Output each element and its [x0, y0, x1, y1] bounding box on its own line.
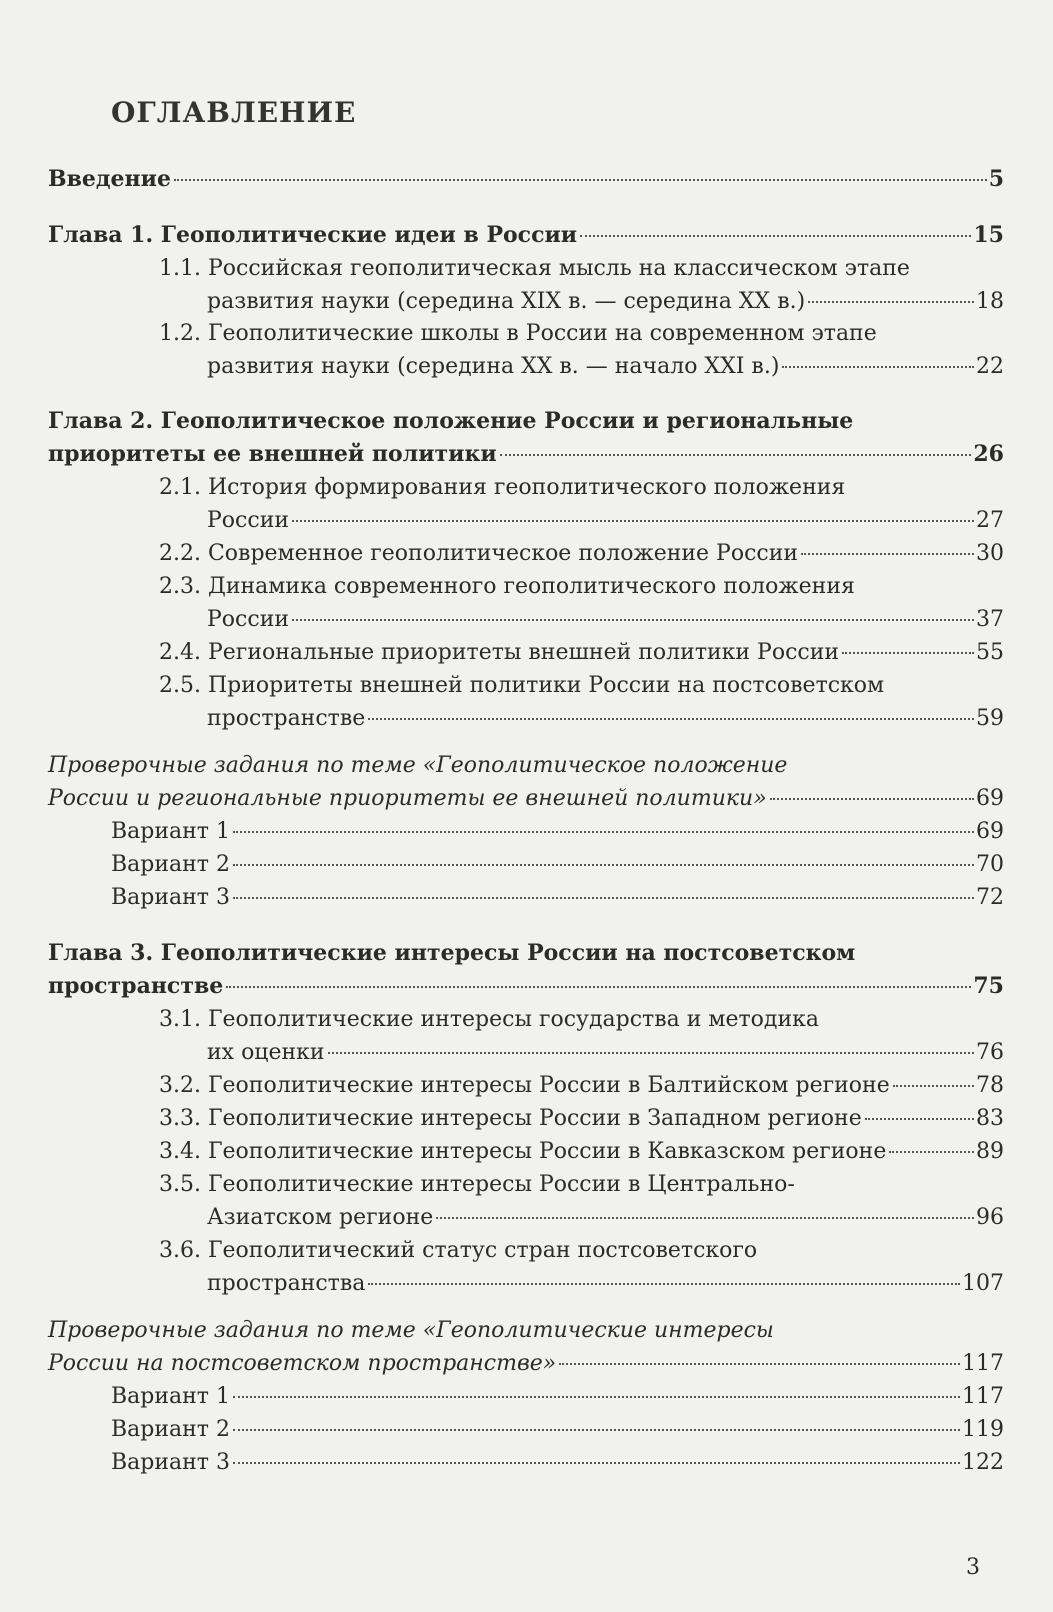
toc-page-number: 22	[976, 354, 1004, 379]
toc-entry	[48, 471, 1004, 537]
toc-entry	[48, 1314, 1004, 1380]
toc-entry	[48, 669, 1004, 735]
toc-page-number: 107	[962, 1271, 1004, 1296]
toc-page-number: 70	[976, 852, 1004, 877]
toc-entry	[48, 537, 1004, 570]
toc-page-number: 18	[976, 289, 1004, 314]
toc-page-number: 117	[962, 1384, 1004, 1409]
toc-entry	[48, 1413, 1004, 1446]
toc-entry-text-cont: России и региональные приоритеты ее внешней политики»	[48, 786, 767, 811]
toc-entry	[48, 937, 1004, 1003]
toc-entry	[48, 1003, 1004, 1069]
toc-entry	[48, 1135, 1004, 1168]
toc-entry	[48, 1446, 1004, 1479]
toc-entry	[48, 163, 1004, 196]
toc-entry	[48, 1069, 1004, 1102]
toc-page-number: 78	[976, 1073, 1004, 1098]
toc-page-number: 69	[976, 786, 1004, 811]
toc-entry	[48, 815, 1004, 848]
toc-page-number: 76	[976, 1040, 1004, 1065]
toc-entry-text-cont: пространстве	[48, 973, 224, 999]
toc-entry-text: 3.4. Геополитические интересы России в Кавказском регионе	[159, 1139, 887, 1164]
toc-page-number: 75	[973, 973, 1004, 999]
toc-entry	[48, 636, 1004, 669]
page-number: 3	[966, 1555, 980, 1580]
toc-entry-text-cont: развития науки (середина XIX в. — середина XX в.)	[207, 289, 806, 314]
toc-entry-text: 1.1. Российская геополитическая мысль на классическом этапе	[159, 256, 910, 281]
toc-entry-text: Введение	[48, 166, 171, 192]
toc-page-number: 27	[976, 508, 1004, 533]
toc-entry-text-cont: их оценки	[207, 1040, 325, 1065]
toc-entry-text-cont: России	[207, 607, 290, 632]
toc-entry	[48, 1234, 1004, 1300]
toc-page-number: 117	[962, 1351, 1004, 1376]
toc-entry	[48, 1380, 1004, 1413]
toc-page-number: 96	[976, 1205, 1004, 1230]
toc-entry-text: Глава 2. Геополитическое положение России и региональные	[48, 408, 854, 434]
toc-page-number: 89	[976, 1139, 1004, 1164]
toc-page-number: 37	[976, 607, 1004, 632]
toc-entry	[48, 317, 1004, 383]
toc-entry-text: 3.5. Геополитические интересы России в Центрально-	[159, 1172, 795, 1197]
toc-page-number: 5	[988, 166, 1004, 192]
toc-entry	[48, 570, 1004, 636]
toc-entry-text: Проверочные задания по теме «Геополитическое положение	[48, 753, 788, 778]
toc-page-number: 72	[976, 885, 1004, 910]
toc-entry-text: Вариант 3	[111, 885, 230, 910]
toc-entry	[48, 405, 1004, 471]
toc-entry-text: Глава 1. Геополитические идеи в России	[48, 222, 578, 248]
toc-entry-text: Проверочные задания по теме «Геополитические интересы	[48, 1318, 774, 1343]
toc-page-number: 15	[973, 222, 1004, 248]
toc-entry-text: 2.4. Региональные приоритеты внешней политики России	[159, 640, 840, 665]
toc-page-number: 69	[976, 819, 1004, 844]
toc-page-number: 30	[976, 541, 1004, 566]
toc-entry-text: Вариант 2	[111, 1417, 230, 1442]
toc-page-number: 119	[962, 1417, 1004, 1442]
toc-entry	[48, 848, 1004, 881]
page-title: ОГЛАВЛЕНИЕ	[111, 96, 357, 129]
toc-entry-text: Вариант 1	[111, 1384, 230, 1409]
toc-entry-text: 3.3. Геополитические интересы России в Западном регионе	[159, 1106, 862, 1131]
toc-entry-text: 2.3. Динамика современного геополитического положения	[159, 574, 855, 599]
toc-page-number: 122	[962, 1450, 1004, 1475]
toc-entry	[48, 252, 1004, 318]
toc-entry-text-cont: развития науки (середина XX в. — начало XXI в.)	[207, 354, 780, 379]
toc-entry-text: Вариант 2	[111, 852, 230, 877]
toc-entry-text-cont: приоритеты ее внешней политики	[48, 441, 497, 467]
toc-entry-text-cont: пространстве	[207, 706, 366, 731]
toc-entry-text: Вариант 1	[111, 819, 230, 844]
toc-entry-text-cont: России на постсоветском пространстве»	[48, 1351, 557, 1376]
toc-entry-text: 3.2. Геополитические интересы России в Балтийском регионе	[159, 1073, 890, 1098]
toc-entry	[48, 881, 1004, 914]
toc-page-number: 83	[976, 1106, 1004, 1131]
toc-page-number: 59	[976, 706, 1004, 731]
toc-entry-text-cont: России	[207, 508, 290, 533]
toc-entry	[48, 749, 1004, 815]
toc-entry-text: 1.2. Геополитические школы в России на современном этапе	[159, 321, 877, 346]
toc-entry-text-cont: пространства	[207, 1271, 366, 1296]
toc-entry-text: Глава 3. Геополитические интересы России на постсоветском	[48, 940, 856, 966]
toc-entry	[48, 219, 1004, 252]
toc-entry	[48, 1102, 1004, 1135]
toc-entry-text: 3.6. Геополитический статус стран постсоветского	[159, 1238, 758, 1263]
toc-page-number: 55	[976, 640, 1004, 665]
toc-entry-text: Вариант 3	[111, 1450, 230, 1475]
toc-entry-text: 3.1. Геополитические интересы государства и методика	[159, 1007, 819, 1032]
toc-entry-text: 2.2. Современное геополитическое положение России	[159, 541, 799, 566]
toc-page-number: 26	[973, 441, 1004, 467]
toc-entry-text: 2.5. Приоритеты внешней политики России на постсоветском	[159, 673, 885, 698]
toc-entry-text: 2.1. История формирования геополитического положения	[159, 475, 846, 500]
toc-entry-text-cont: Азиатском регионе	[207, 1205, 434, 1230]
toc-entry	[48, 1168, 1004, 1234]
